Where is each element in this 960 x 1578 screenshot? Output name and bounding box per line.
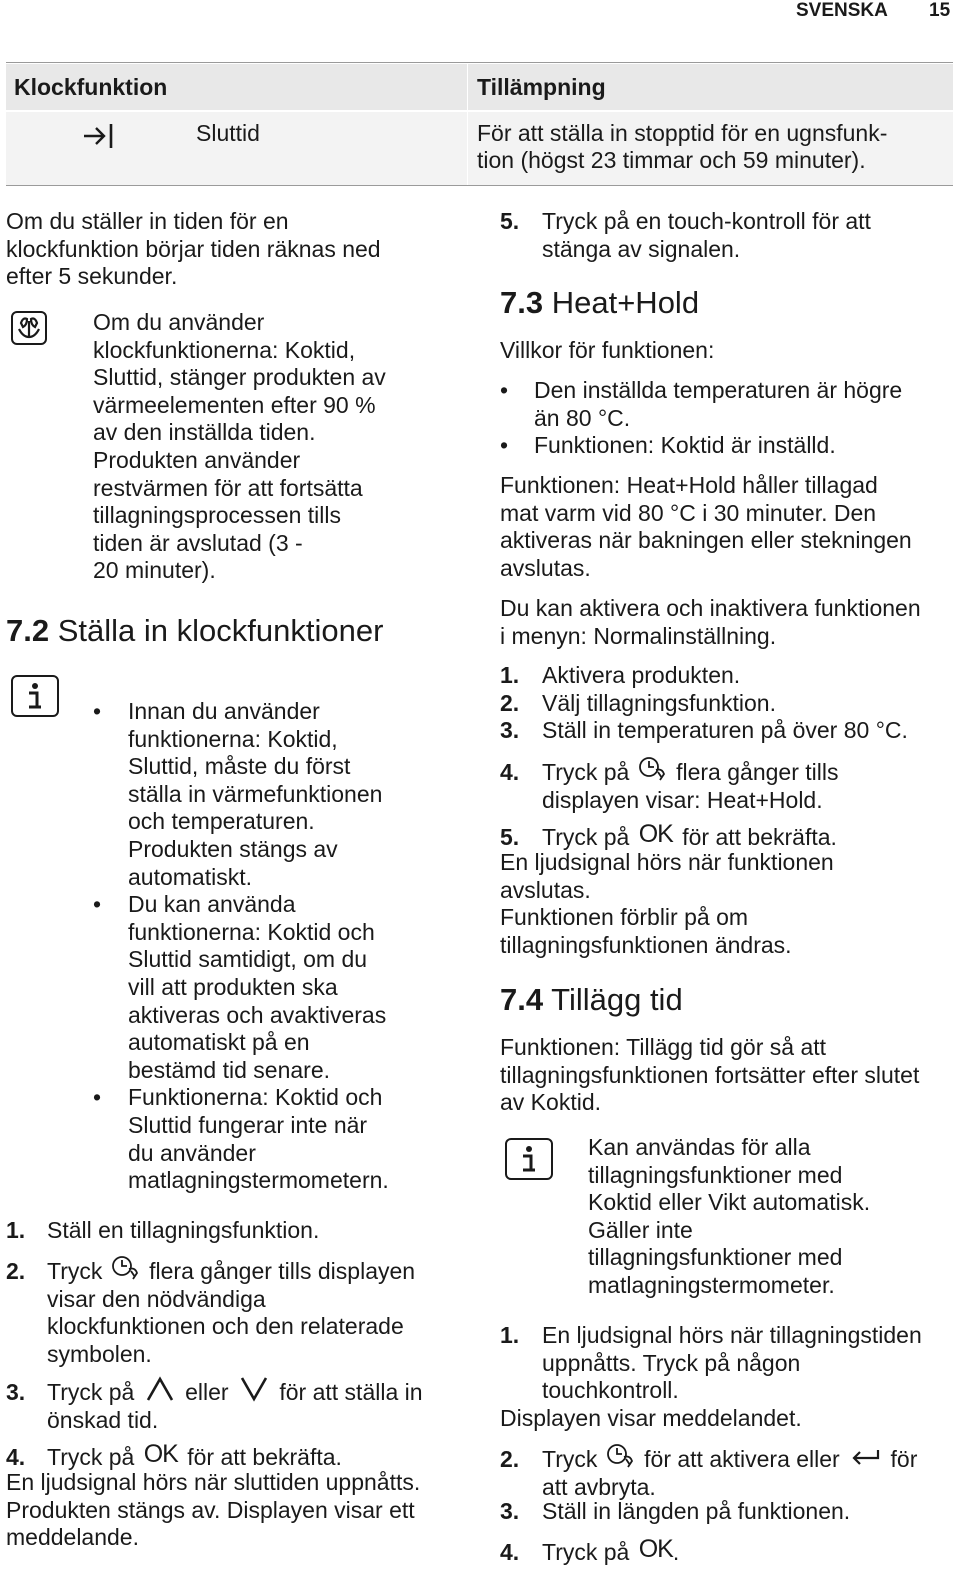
step-2: 2. Tryck flera gånger tills displayen visar den nödvändiga klockfunktionen och den relaterade symbolen. [6, 1255, 415, 1368]
step-number: 2. [6, 1258, 26, 1284]
step-number: 5. [500, 208, 520, 234]
extra-time-step-3: 3. Ställ in längden på funktionen. [500, 1498, 851, 1524]
step-text: Ställ en tillagningsfunktion. [47, 1217, 320, 1243]
section-7-4-heading: 7.4 Tillägg tid [500, 982, 683, 1017]
arrow-up-icon [145, 1376, 175, 1402]
step-5-signal: 5. Tryck på en touch-kontroll för att stänga av signalen. [500, 208, 871, 262]
left-outro: En ljudsignal hörs när sluttiden uppnåtts. Produkten stängs av. Displayen visar ett meddelande. [6, 1469, 421, 1551]
eco-note-line: tillagningsprocessen tills [93, 502, 342, 529]
conditions-list [500, 377, 902, 460]
ok-icon: OK [143, 1440, 178, 1468]
eco-note-line: Om du använder [93, 309, 265, 335]
bullet-dot: • [93, 1084, 102, 1111]
section-7-2-heading [6, 613, 383, 649]
eco-note [93, 309, 386, 585]
bullet-dot: • [500, 432, 509, 459]
table-function-desc-1: För att ställa in stopptid för en ugnsfunk- [477, 120, 888, 146]
display-message-note: Displayen visar meddelandet. [500, 1405, 802, 1431]
heat-hold-step-4: 4. Tryck på flera gånger tills displayen visar: Heat+Hold. [500, 756, 838, 814]
table-function-name: Sluttid [196, 120, 260, 146]
page-number: 15 [929, 0, 951, 21]
step-1: 1. Aktivera produkten. [500, 662, 741, 688]
intro-line: efter 5 sekunder. [6, 263, 178, 290]
info-icon [11, 675, 59, 717]
step-1 [6, 1217, 319, 1245]
arrow-down-icon [239, 1376, 269, 1402]
bullet-item: • Funktionerna: Koktid och Sluttid fungerar inte när du använder matlagningstermometern. [93, 1084, 389, 1194]
step-2: 2. Välj tillagningsfunktion. [500, 689, 776, 716]
extra-time-step-2: 2. Tryck för att aktivera eller för att avbryta. [500, 1443, 917, 1501]
eco-note-line: Sluttid, stänger produkten av [93, 364, 386, 391]
bullet-item: • Den inställda temperaturen är högre än 80 °C. [500, 377, 903, 431]
step-number: 1. [6, 1217, 26, 1243]
back-arrow-icon [848, 1446, 882, 1466]
menu-note: Du kan aktivera och inaktivera funktionen i menyn: Normalinställning. [500, 595, 921, 649]
eco-note-line: tiden är avslutad (3 - [93, 529, 303, 556]
table-col1-header: Klockfunktion [14, 74, 168, 100]
eco-leaf-icon [11, 311, 47, 345]
bullet-dot: • [93, 891, 102, 918]
extra-time-description: Funktionen: Tillägg tid gör så att tillagningsfunktionen fortsätter efter slutet av Koktid. [500, 1034, 920, 1116]
step-number: 3. [6, 1379, 26, 1405]
info-icon [505, 1138, 553, 1180]
table-top-rule [6, 62, 953, 63]
ok-icon: OK [638, 1535, 673, 1563]
step-3: 3. Tryck på eller för att ställa in önskad tid. [6, 1376, 423, 1434]
clock-hand-icon [111, 1255, 141, 1281]
heat-hold-step-5: 5. Tryck på OK för att bekräfta. [500, 820, 837, 850]
heat-hold-steps [500, 662, 908, 745]
extra-time-step-1: 1. En ljudsignal hörs när tillagningstiden uppnåtts. Tryck på någon touchkontroll. [500, 1322, 922, 1404]
intro-paragraph [6, 208, 381, 291]
bullet-dot: • [93, 698, 102, 724]
section-7-3-heading: 7.3 Heat+Hold [500, 285, 700, 320]
table-function-desc-2: tion (högst 23 timmar och 59 minuter). [477, 147, 866, 173]
eco-note-line: klockfunktionerna: Koktid, [93, 336, 356, 363]
eco-note-line: restvärmen för att fortsätta [93, 474, 363, 501]
table-col2-header: Tillämpning [477, 74, 606, 100]
ok-icon: OK [638, 820, 673, 848]
clock-hand-icon [638, 756, 668, 782]
table-column-divider [467, 64, 468, 185]
step-4: 4. Tryck på OK för att bekräfta. [6, 1440, 342, 1470]
section-number: 7.2 [6, 613, 50, 648]
heat-hold-outro: En ljudsignal hörs när funktionen avslutas. Funktionen förblir på om tillagningsfunktionen ändras. [500, 849, 834, 958]
info-bullet-list [93, 698, 389, 1195]
conditions-label: Villkor för funktionen: [500, 337, 715, 363]
extra-time-info-note: Kan användas för alla tillagningsfunktioner med Koktid eller Vikt automatisk. Gäller inte tillagningsfunktioner med matlagningstermometer. [588, 1134, 871, 1298]
eco-note-line: 20 minuter). [93, 557, 216, 584]
eco-note-line: av den inställda tiden. [93, 419, 316, 446]
bullet-dot: • [500, 377, 509, 403]
step-number: 4. [6, 1444, 26, 1470]
bullet-item: • Du kan använda funktionerna: Koktid och Sluttid samtidigt, om du vill att produkten ska aktiveras och avaktiveras automatiskt på en bestämd tid senare. [93, 891, 387, 1083]
step-3: 3. Ställ in temperaturen på över 80 °C. [500, 717, 908, 744]
clock-hand-icon [606, 1443, 636, 1469]
eco-note-line: Produkten använder [93, 446, 301, 473]
extra-time-step-4: 4. Tryck på OK. [500, 1535, 680, 1565]
heat-hold-description: Funktionen: Heat+Hold håller tillagad mat varm vid 80 °C i 30 minuter. Den aktiveras när bakningen eller stekningen avslutas. [500, 472, 912, 581]
end-time-arrow-icon [82, 122, 114, 150]
intro-line: klockfunktion börjar tiden räknas ned [6, 235, 381, 262]
page-language: SVENSKA [796, 0, 888, 21]
bullet-item: • Innan du använder funktionerna: Koktid, Sluttid, måste du först ställa in värmefunktionen och temperaturen. Produkten stängs av automatiskt. [93, 698, 383, 890]
table-bottom-rule [6, 185, 953, 186]
section-title: Ställa in klockfunktioner [49, 613, 384, 648]
intro-line: Om du ställer in tiden för en [6, 208, 289, 234]
eco-note-line: värmeelementen efter 90 % [93, 391, 376, 418]
bullet-item: • Funktionen: Koktid är inställd. [500, 432, 836, 459]
